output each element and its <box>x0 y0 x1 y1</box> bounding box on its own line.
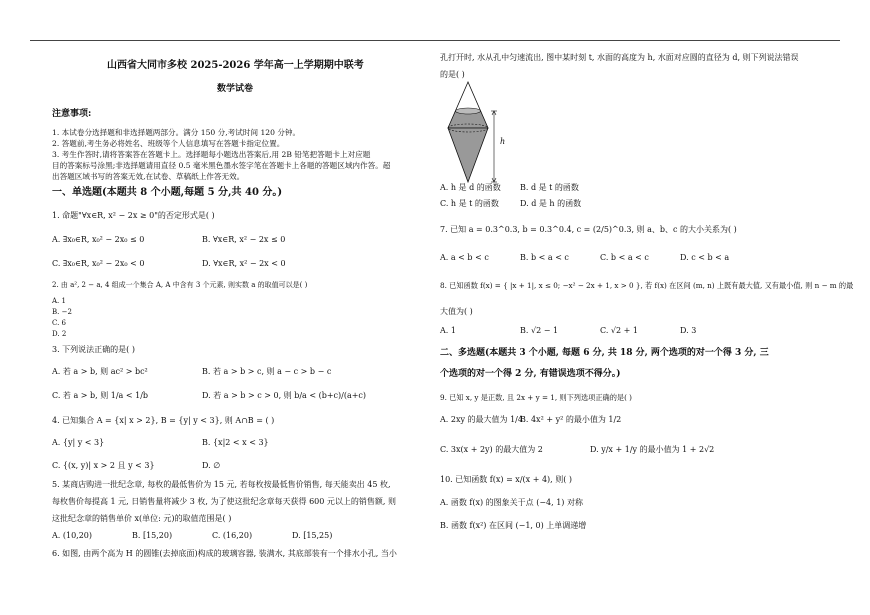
question-stem: 每枚售价每提高 1 元, 日销售量将减少 3 枚, 为了使这批纪念章每天获得 600 元以上的销售额, 则 <box>52 497 396 506</box>
option-a: A. 1 <box>440 326 456 335</box>
option-c: C. {(x, y)| x > 2 且 y < 3} <box>52 461 155 470</box>
option-b: B. 4x² + y² 的最小值为 1/2 <box>520 415 622 424</box>
option-a: A. h 是 d 的函数 <box>440 183 501 192</box>
option-d: D. ∀x∈R, x² − 2x < 0 <box>202 259 286 268</box>
question-stem: 这批纪念章的销售单价 x(单位: 元)的取值范围是( ) <box>52 514 232 523</box>
section-heading-multi-choice: 二、多选题(本题共 3 个小题, 每题 6 分, 共 18 分, 两个选项的对一个得 3 分, 三 <box>440 348 769 358</box>
option-a: A. ∃x₀∈R, x₀² − 2x₀ ≤ 0 <box>52 235 145 244</box>
section-heading-multi-choice-cont: 个选项的对一个得 2 分, 有错误选项不得分。) <box>440 369 621 379</box>
question-stem: 大值为( ) <box>440 307 473 316</box>
notice-heading: 注意事项: <box>52 109 92 119</box>
option-b: B. 函数 f(x²) 在区间 (−1, 0) 上单调递增 <box>440 521 587 530</box>
notice-line: 1. 本试卷分选择题和非选择题两部分。满分 150 分,考试时间 120 分钟。 <box>52 128 301 137</box>
notice-line: 目的答案标号涂黑;非选择题请用直径 0.5 毫米黑色墨水签字笔在答题卡上各题的答题区域内作答。超 <box>52 161 391 170</box>
exam-subtitle: 数学试卷 <box>217 84 254 94</box>
figure-label-h: h <box>500 137 506 146</box>
option-b: B. [15,20) <box>132 531 173 540</box>
option-a: A. {y| y < 3} <box>52 438 105 447</box>
option-a: A. (10,20) <box>52 531 93 540</box>
option-b: B. 若 a > b > c, 则 a − c > b − c <box>202 367 332 376</box>
question-stem: 2. 由 a², 2 − a, 4 组成一个集合 A, A 中含有 3 个元素, 则实数 a 的取值可以是( ) <box>52 281 308 289</box>
option-a: A. 2xy 的最大值为 1/4 <box>440 415 523 424</box>
question-stem: 8. 已知函数 f(x) = { |x + 1|, x ≤ 0; −x² − 2x + 1, x > 0 }, 若 f(x) 在区间 (m, n) 上既有最大值, 又有最小值, 则 n − m 的最 <box>440 281 854 290</box>
question-stem: 5. 某商店购进一批纪念章, 每枚的最低售价为 15 元, 若每枚按最低售价销售, 每天能卖出 45 枚, <box>52 480 391 489</box>
option-d: D. [15,25) <box>292 531 333 540</box>
option-a: A. 函数 f(x) 的图象关于点 (−4, 1) 对称 <box>440 498 583 507</box>
section-heading-single-choice: 一、单选题(本题共 8 个小题,每题 5 分,共 40 分。) <box>52 187 283 198</box>
option-c: C. (16,20) <box>212 531 253 540</box>
question-stem: 1. 命题"∀x∈R, x² − 2x ≥ 0"的否定形式是( ) <box>52 211 215 220</box>
option-b: B. ∀x∈R, x² − 2x ≤ 0 <box>202 235 286 244</box>
option-a: A. 1 <box>52 297 66 305</box>
option-d: D. ∅ <box>202 461 221 470</box>
question-stem: 6. 如图, 由两个高为 H 的圆锥(去掉底面)构成的玻璃容器, 装满水, 其底部装有一个排水小孔, 当小 <box>52 549 397 558</box>
header-rule <box>30 40 840 41</box>
option-c: C. ∃x₀∈R, x₀² − 2x₀ < 0 <box>52 259 145 268</box>
option-a: A. 若 a > b, 则 ac² > bc² <box>52 367 148 376</box>
question-stem: 4. 已知集合 A = {x| x > 2}, B = {y| y < 3}, 则 A∩B = ( ) <box>52 416 275 425</box>
question-stem: 3. 下列说法正确的是( ) <box>52 345 135 354</box>
question-stem: 孔打开时, 水从孔中匀速流出, 图中某时刻 t, 水面的高度为 h, 水面对应圆的直径为 d, 则下列说法错误 <box>440 53 799 62</box>
option-b: B. −2 <box>52 308 72 316</box>
option-d: D. d 是 h 的函数 <box>520 199 582 208</box>
question-stem: 10. 已知函数 f(x) = x/(x + 4), 则( ) <box>440 475 573 484</box>
exam-title: 山西省大同市多校 2025-2026 学年高一上学期期中联考 <box>107 60 364 71</box>
option-d: D. 3 <box>680 326 697 335</box>
notice-line: 2. 答题前,考生务必将姓名、班级等个人信息填写在答题卡指定位置。 <box>52 139 285 148</box>
option-b: B. √2 − 1 <box>520 326 559 335</box>
option-c: C. h 是 t 的函数 <box>440 199 499 208</box>
option-b: B. {x|2 < x < 3} <box>202 438 269 447</box>
question-stem: 9. 已知 x, y 是正数, 且 2x + y = 1, 则下列选项正确的是( ) <box>440 393 632 402</box>
option-b: B. b < a < c <box>520 253 569 262</box>
question-stem: 的是( ) <box>440 70 465 79</box>
option-c: C. 3x(x + 2y) 的最大值为 2 <box>440 445 543 454</box>
option-c: C. √2 + 1 <box>600 326 638 335</box>
option-a: A. a < b < c <box>440 253 489 262</box>
notice-line: 出答题区域书写的答案无效,在试卷、草稿纸上作答无效。 <box>52 172 245 181</box>
option-c: C. b < a < c <box>600 253 649 262</box>
question-stem: 7. 已知 a = 0.3^0.3, b = 0.3^0.4, c = (2/5)^0.3, 则 a、b、c 的大小关系为( ) <box>440 225 737 234</box>
option-d: D. 2 <box>52 330 67 338</box>
option-d: D. y/x + 1/y 的最小值为 1 + 2√2 <box>590 445 715 454</box>
option-d: D. c < b < a <box>680 253 730 262</box>
option-c: C. 6 <box>52 319 67 327</box>
option-b: B. d 是 t 的函数 <box>520 183 579 192</box>
option-c: C. 若 a > b, 则 1/a < 1/b <box>52 391 149 400</box>
notice-line: 3. 考生作答时,请将答案答在答题卡上。选择题每小题选出答案后,用 2B 铅笔把答题卡上对应题 <box>52 150 371 159</box>
option-d: D. 若 a > b > c > 0, 则 b/a < (b+c)/(a+c) <box>202 391 367 400</box>
